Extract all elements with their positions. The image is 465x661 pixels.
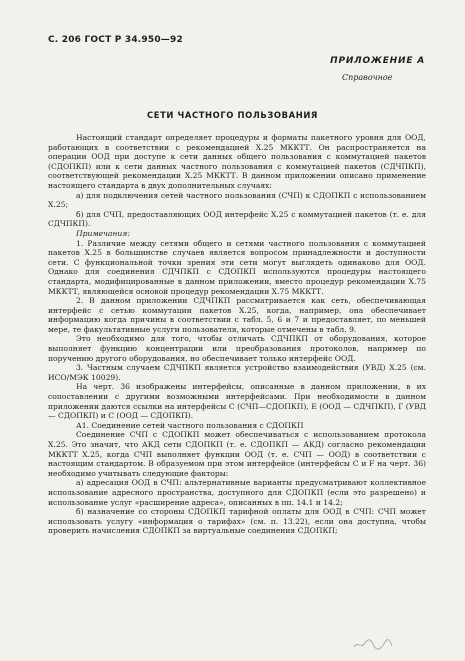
note-2: 2. В данном приложении СДЧПКП рассматривается как сеть, обеспечивающая интерфейс с сетью коммутации пакетов Х.25, когда, например, она обеспечивает информацию когда причины в соответствии с табл. 5, 6 и 7 и предоставляет, по меньшей мере, те факультативные услуги пользователя, которые отмечены в табл. 9. <box>48 296 426 334</box>
appendix-note: Справочное <box>342 73 393 82</box>
paragraph-figure-reference: На черт. 36 изображены интерфейсы, описанные в данном приложении, в их сопоставлении с другими возможными интерфейсами. При необходимости в данном приложении даются ссылки на интерфейсы С (СЧП—СДОПКП), Е (ООД — СДЧПКП), Г (УВД — СДОПКП) и С (ООД — СДОПКП). <box>48 382 426 421</box>
body-text <box>48 133 426 536</box>
note-1: 1. Различие между сетями общего и сетями частного пользования с коммутацией пакетов Х.25 в большинстве случаев является вопросом принадлежности и доступности сети. С функциональной точки зрения эти сети могут выглядеть одинаково для ООД. Однако для соединения СДЧПКП с СДОПКП используются процедуры настоящего стандарта, модифицированные в данном приложении, вместо процедур рекомендации Х.75 МККТТ, являющейся основой процедур рекомендации Х.75 МККТТ. <box>48 238 426 296</box>
notes-heading: Примечания: <box>76 228 130 238</box>
factor-b: б) назначение со стороны СДОПКП тарифной оплаты для ООД в СЧП: СЧП может использовать услугу «информация о тарифах» (см. п. 13.22), если она доступна, чтобы проверить начисления СДОПКП за виртуальные соединения СДОПКП; <box>48 507 426 536</box>
section-title: СЕТИ ЧАСТНОГО ПОЛЬЗОВАНИЯ <box>147 110 318 120</box>
factor-a: а) адресация ООД в СЧП: альтернативные варианты предусматривают коллективное использование адресного пространства, доступного для СДОПКП (если это разрешено) и использование услуг «расширение адреса», описанных в пп. 14.1 и 14.2; <box>48 478 426 507</box>
list-item-b: б) для СЧП, предоставляющих ООД интерфейс Х.25 с коммутацией пакетов (т. е. для СДЧПКП). <box>48 209 426 229</box>
scribble-mark <box>352 637 394 651</box>
note-2-continued: Это необходимо для того, чтобы отличать СДЧПКП от оборудования, которое выполняет функцию концентрации или преобразования протоколов, например по поручению другого оборудования, но обеспечивает только интерфейс ООД. <box>48 334 426 363</box>
paragraph-a1: Соединение СЧП с СДОПКП может обеспечиваться с использованием протокола Х.25. Это значит, что АКД сети СДОПКП (т. е. СДОПКП — АКД) согласно рекомендации МККТТ Х.25, когда СЧП выполняет функции ООД (т. е. СЧП — ООД) в соответствии с настоящим стандартом. В образуемом при этом интерфейсе (интерфейсы С и F на черт. 36) необходимо учитывать следующие факторы: <box>48 430 426 478</box>
running-head: С. 206 ГОСТ Р 34.950—92 <box>48 35 183 45</box>
subsection-heading-a1: А1. Соединение сетей частного пользования с СДОПКП <box>76 420 304 430</box>
note-3: 3. Частным случаем СДЧПКП является устройство взаимодействия (УВД) Х.25 (см. ИСО/МЭК 10029). <box>48 363 426 382</box>
appendix-label: ПРИЛОЖЕНИЕ А <box>330 56 425 66</box>
list-item-a: а) для подключения сетей частного пользования (СЧП) к СДОПКП с использованием Х.25; <box>48 190 426 210</box>
paragraph-intro: Настоящий стандарт определяет процедуры и форматы пакетного уровня для ООД, работающих в соответствии с рекомендацией Х.25 МККТТ. Он распространяется на операции ООД при доступе к сети данных общего пользования с коммутацией пакетов (СДОПКП) или к сети данных частного пользования с коммутацией пакетов (СДЧПКП), соответствующей рекомендации Х.25 МККТТ. В данном приложении описано применение настоящего стандарта в двух дополнительных случаях: <box>48 133 426 190</box>
